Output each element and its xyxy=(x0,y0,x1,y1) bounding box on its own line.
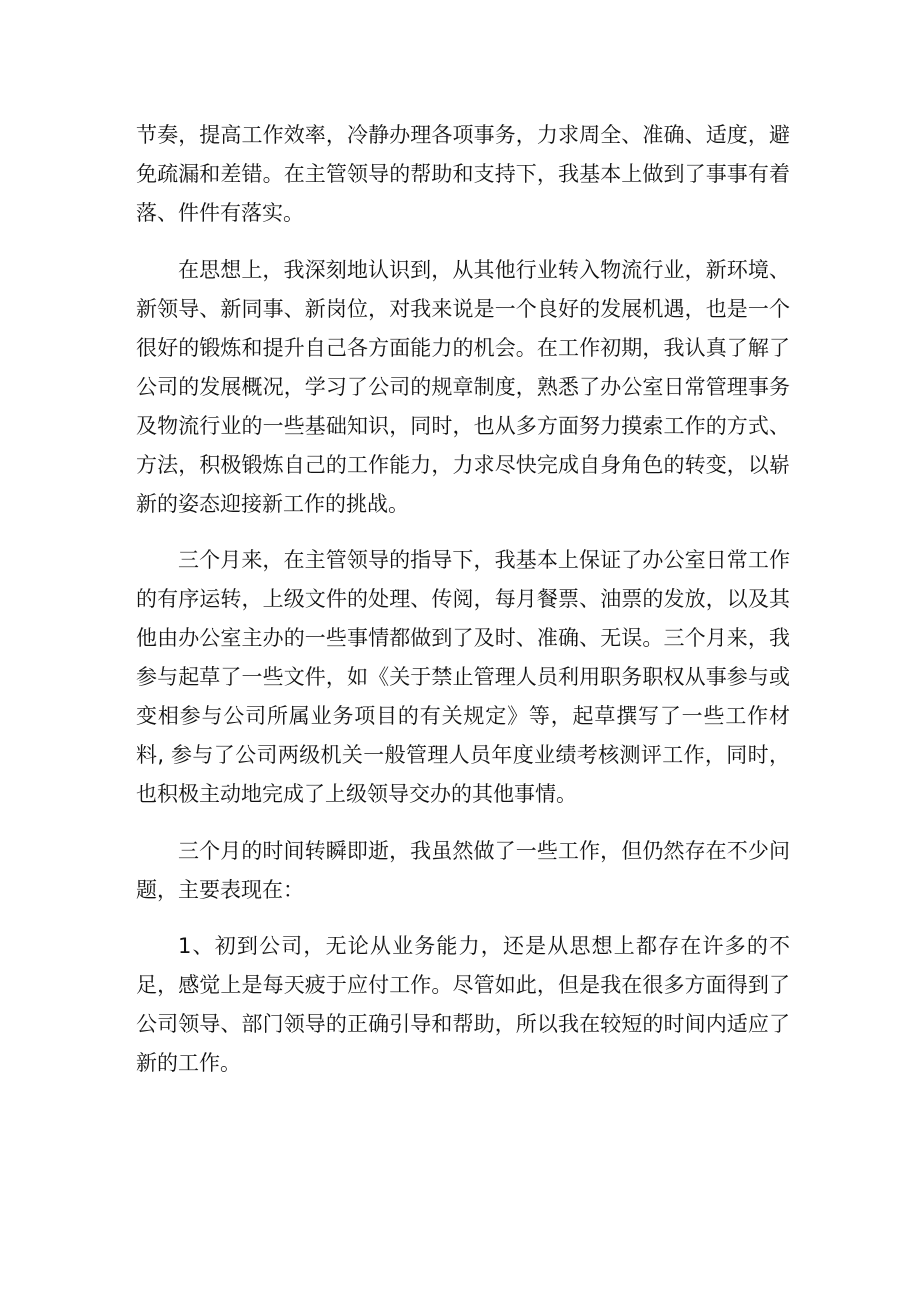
paragraph-4: 三个月的时间转瞬即逝，我虽然做了一些工作，但仍然存在不少问题，主要表现在： xyxy=(136,838,790,902)
paragraph-1: 节奏，提高工作效率，冷静办理各项事务，力求周全、准确、适度，避免疏漏和差错。在主管领导的帮助和支持下，我基本上做到了事事有着落、件件有落实。 xyxy=(136,123,790,225)
paragraph-3: 三个月来，在主管领导的指导下，我基本上保证了办公室日常工作的有序运转，上级文件的处理、传阅，每月餐票、油票的发放，以及其他由办公室主办的一些事情都做到了及时、准确、无误。三个月来，我参与起草了一些文件，如《关于禁止管理人员利用职务职权从事参与或变相参与公司所属业务项目的有关规定》等，起草撰写了一些工作材料, 参与了公司两级机关一般管理人员年度业绩考核测评工作，同时，也积极主动地完成了上级领导交办的其他事情。 xyxy=(136,548,790,806)
paragraph-5: 1、初到公司，无论从业务能力，还是从思想上都存在许多的不足，感觉上是每天疲于应付工作。尽管如此，但是我在很多方面得到了公司领导、部门领导的正确引导和帮助，所以我在较短的时间内适应了新的工作。 xyxy=(136,934,790,1075)
paragraph-2: 在思想上，我深刻地认识到，从其他行业转入物流行业，新环境、新领导、新同事、新岗位，对我来说是一个良好的发展机遇，也是一个很好的锻炼和提升自己各方面能力的机会。在工作初期，我认真了解了公司的发展概况，学习了公司的规章制度，熟悉了办公室日常管理事务及物流行业的一些基础知识，同时，也从多方面努力摸索工作的方式、方法，积极锻炼自己的工作能力，力求尽快完成自身角色的转变，以崭新的姿态迎接新工作的挑战。 xyxy=(136,257,790,516)
document-body xyxy=(136,116,790,1101)
